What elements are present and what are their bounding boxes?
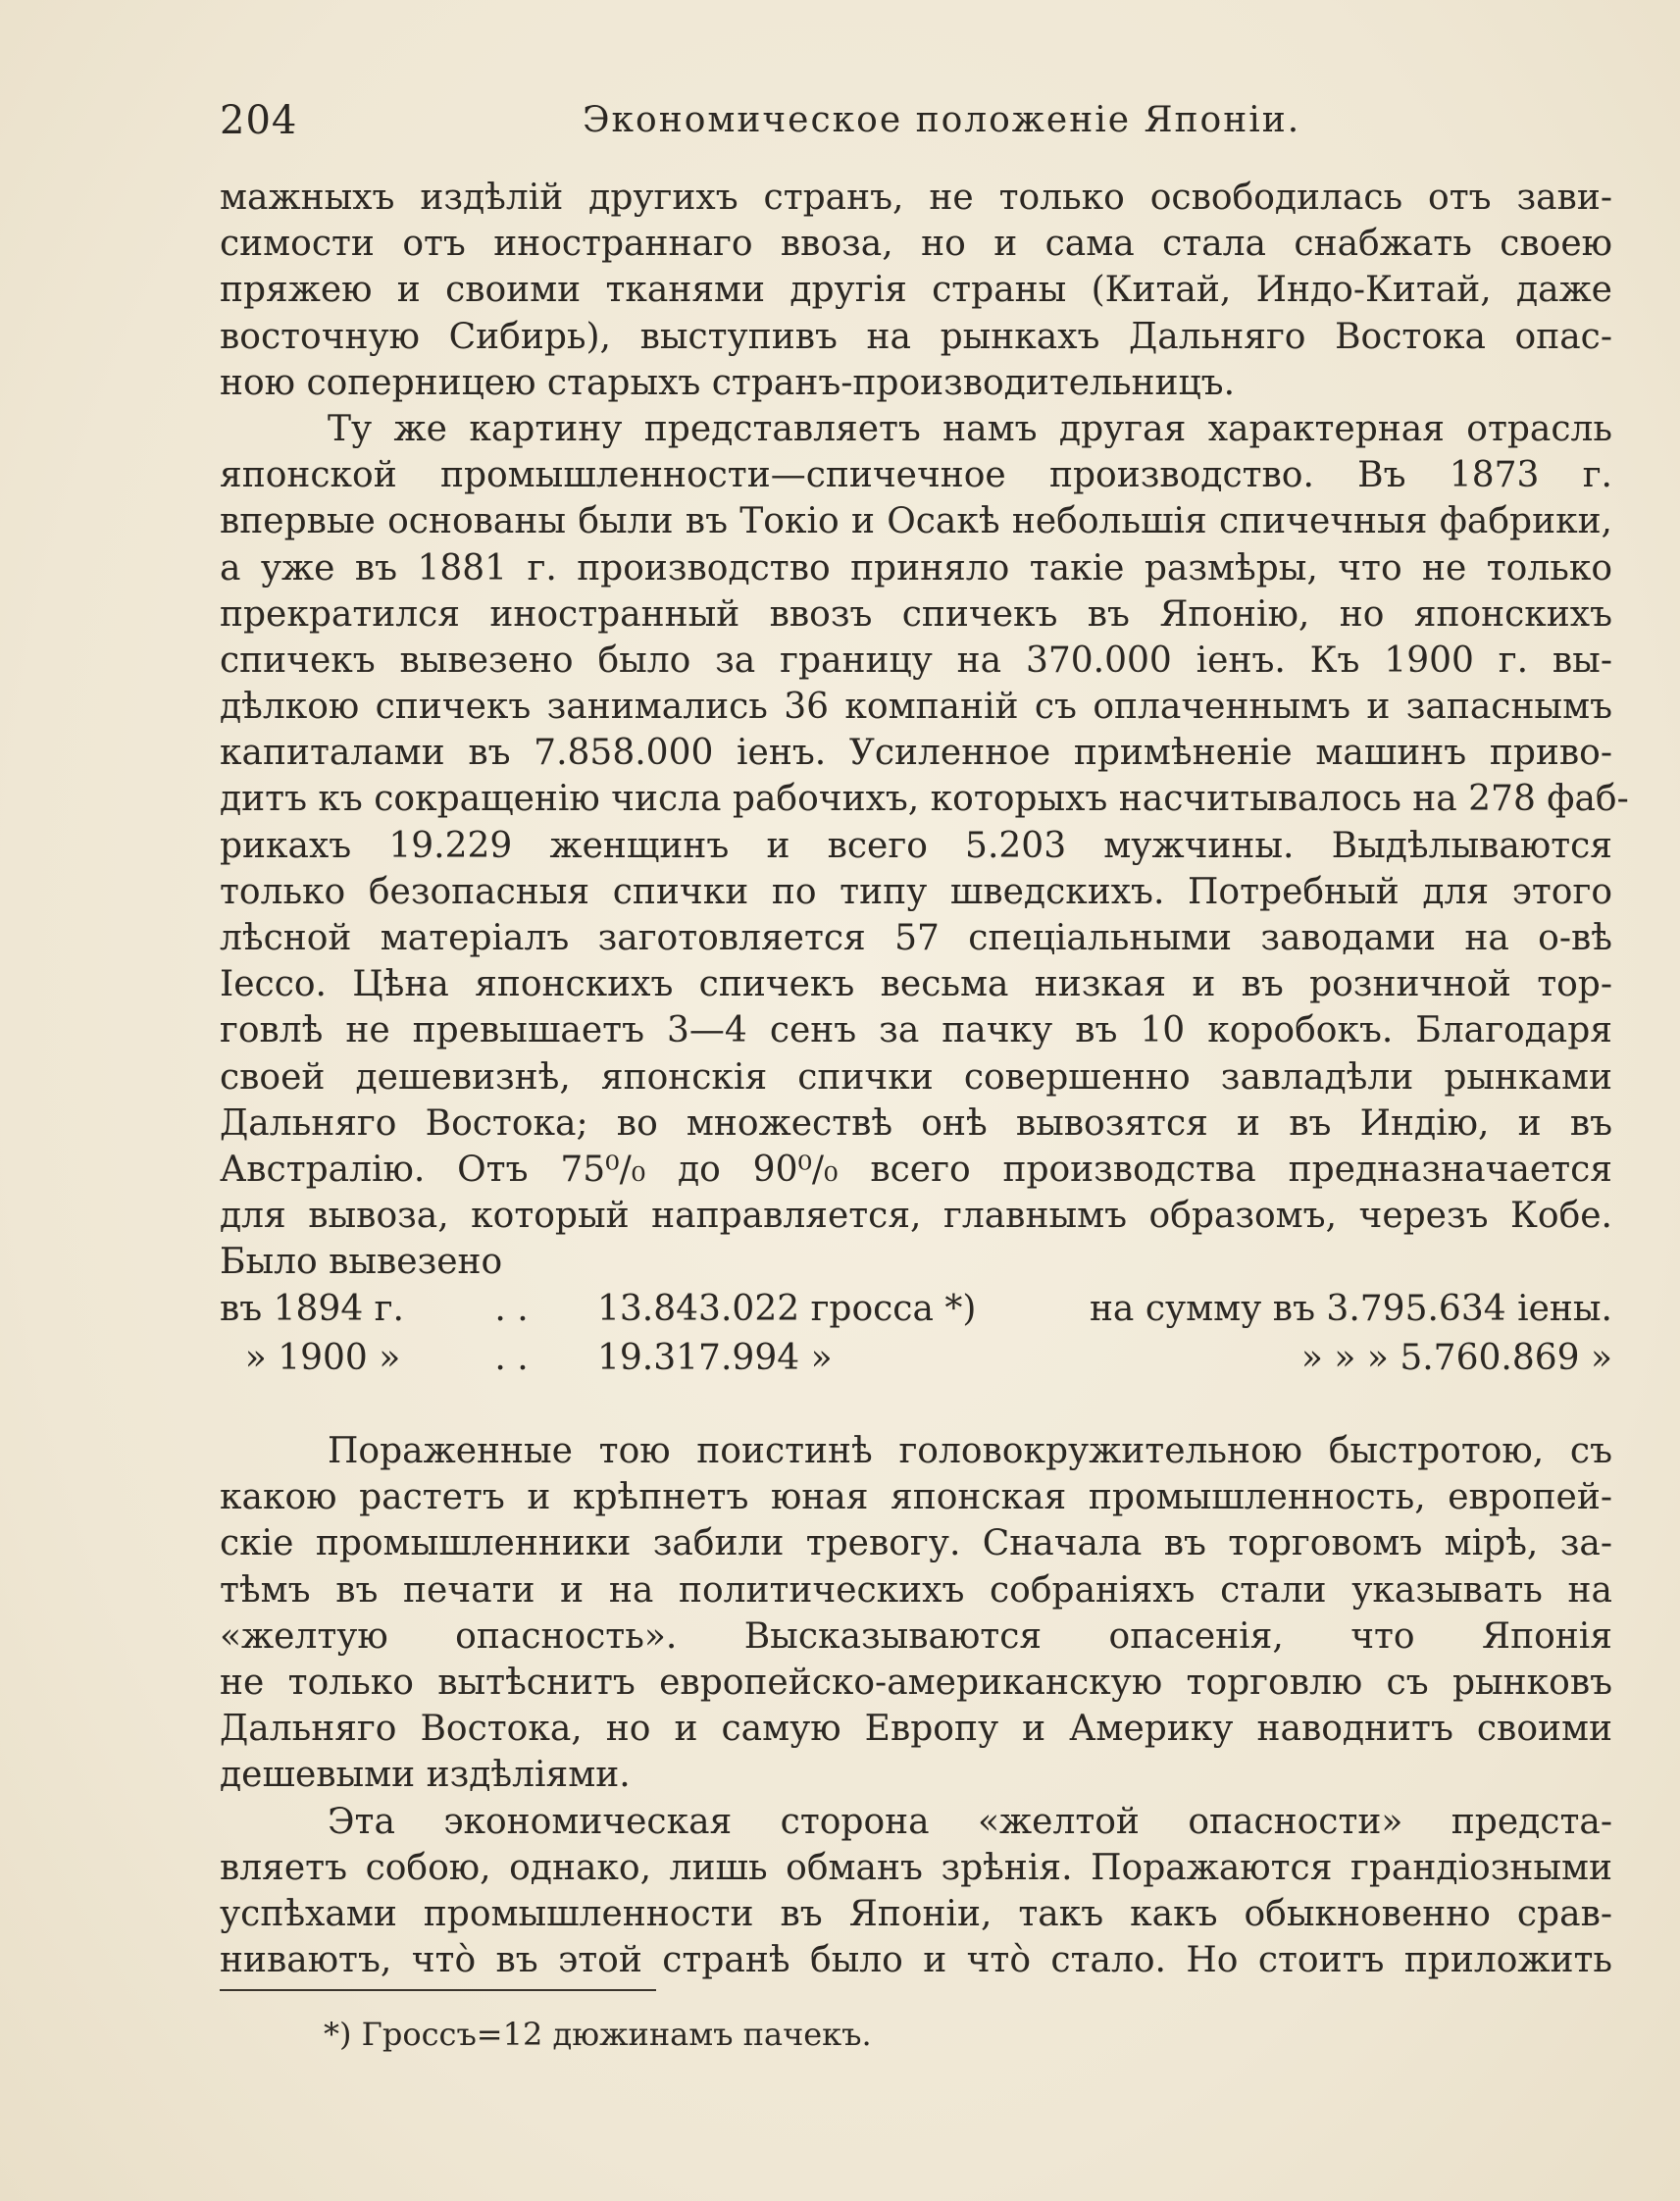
table-row (220, 1285, 1612, 1334)
text-line: для вывоза, который направляется, главнымъ образомъ, черезъ Кобе. (220, 1196, 1612, 1237)
text-line: тѣмъ въ печати и на политическихъ собраніяхъ стали указывать на (220, 1569, 1612, 1611)
text-line: спичекъ вывезено было за границу на 370.000 іенъ. Къ 1900 г. вы- (220, 640, 1612, 681)
text-line: скіе промышленники забили тревогу. Сначала въ торговомъ мірѣ, за- (220, 1523, 1612, 1564)
paragraph (220, 1799, 1612, 1984)
text-line: не только вытѣснитъ европейско-американскую торговлю съ рынковъ (220, 1662, 1612, 1703)
text-line: ною соперницею старыхъ странъ-производительницъ. (220, 362, 1236, 403)
running-title: Экономическое положеніе Японіи. (583, 100, 1301, 140)
text-line: Ту же картину представляетъ намъ другая характерная отрасль (328, 408, 1612, 449)
text-line: симости отъ иностраннаго ввоза, но и сама стала снабжать своею (220, 224, 1612, 265)
table-cell-gross: 19.317.994 » (597, 1338, 833, 1378)
text-line: прекратился иностранный ввозъ спичекъ въ Японію, но японскихъ (220, 593, 1612, 635)
text-line: Дальняго Востока; во множествѣ онѣ вывозятся и въ Индію, и въ (220, 1102, 1612, 1144)
text-line: мажныхъ издѣлій другихъ странъ, не только освободилась отъ зави- (220, 178, 1612, 218)
text-line: ниваютъ, что̀ въ этой странѣ было и что̀ стало. Но стоитъ приложить (220, 1940, 1612, 1981)
text-line: только безопасныя спички по типу шведскихъ. Потребный для этого (220, 871, 1612, 912)
text-line: своей дешевизнѣ, японскія спички совершенно завладѣли рынками (220, 1056, 1612, 1098)
text-line: капиталами въ 7.858.000 іенъ. Усиленное примѣненіе машинъ приво- (220, 733, 1612, 774)
text-line: «желтую опасность». Высказываются опасенія, что Японія (220, 1615, 1612, 1657)
text-line: Было вывезено (220, 1242, 503, 1283)
page-number: 204 (220, 98, 298, 143)
text-line: Іессо. Цѣна японскихъ спичекъ весьма низкая и въ розничной тор- (220, 964, 1612, 1005)
text-line: какою растетъ и крѣпнетъ юная японская промышленность, европей- (220, 1477, 1612, 1518)
table-cell-leader: . . (494, 1338, 529, 1378)
footnote: *) Гроссъ=12 дюжинамъ пачекъ. (324, 2016, 872, 2053)
table-cell-year: » 1900 » (244, 1338, 401, 1378)
text-line: говлѣ не превышаетъ 3—4 сенъ за пачку въ 10 коробокъ. Благодаря (220, 1010, 1612, 1051)
text-line: рикахъ 19.229 женщинъ и всего 5.203 мужчины. Выдѣлываются (220, 825, 1612, 866)
table-cell-year: въ 1894 г. (220, 1289, 404, 1329)
paragraph (220, 406, 1629, 1286)
table-cell-leader: . . (494, 1289, 529, 1329)
text-line: Дальняго Востока, но и самую Европу и Америку наводнитъ своими (220, 1709, 1612, 1750)
table-cell-sum: на сумму въ 3.795.634 іены. (1089, 1289, 1612, 1329)
text-line: Австралію. Отъ 75⁰/₀ до 90⁰/₀ всего производства предназначается (220, 1149, 1612, 1190)
table-row (220, 1334, 1612, 1383)
text-line: вляетъ собою, однако, лишь обманъ зрѣнія. Поражаются грандіозными (220, 1847, 1612, 1888)
text-line: дѣлкою спичекъ занимались 36 компаній съ оплаченнымъ и запаснымъ (220, 687, 1612, 728)
footnote-divider (220, 1989, 656, 1991)
export-table (220, 1285, 1612, 1383)
page-header (220, 98, 1612, 157)
text-line: лѣсной матеріалъ заготовляется 57 спеціальными заводами на о-вѣ (220, 918, 1612, 958)
text-line: успѣхами промышленности въ Японіи, такъ какъ обыкновенно срав- (220, 1893, 1612, 1934)
table-cell-sum: » » » 5.760.869 » (1300, 1338, 1612, 1378)
text-line: восточную Сибирь), выступивъ на рынкахъ Дальняго Востока опас- (220, 316, 1612, 357)
body-text-bottom (220, 1428, 1612, 1983)
text-line: Пораженные тою поистинѣ головокружительною быстротою, съ (328, 1431, 1612, 1471)
text-line: дитъ къ сокращенію числа рабочихъ, которыхъ насчитывалось на 278 фаб- (220, 779, 1629, 820)
table-cell-gross: 13.843.022 гросса *) (597, 1289, 977, 1329)
text-line: впервые основаны были въ Токіо и Осакѣ небольшія спичечныя фабрики, (220, 501, 1612, 542)
text-line: Эта экономическая сторона «желтой опасности» предста- (328, 1801, 1612, 1842)
text-line: а уже въ 1881 г. производство приняло такіе размѣры, что не только (220, 547, 1612, 589)
paragraph (220, 175, 1612, 406)
text-line: дешевыми издѣліями. (220, 1755, 631, 1796)
body-text-top (220, 175, 1629, 1286)
paragraph (220, 1428, 1612, 1799)
text-line: пряжею и своими тканями другія страны (Китай, Индо-Китай, даже (220, 270, 1612, 311)
text-line: японской промышленности—спичечное производство. Въ 1873 г. (220, 455, 1612, 496)
